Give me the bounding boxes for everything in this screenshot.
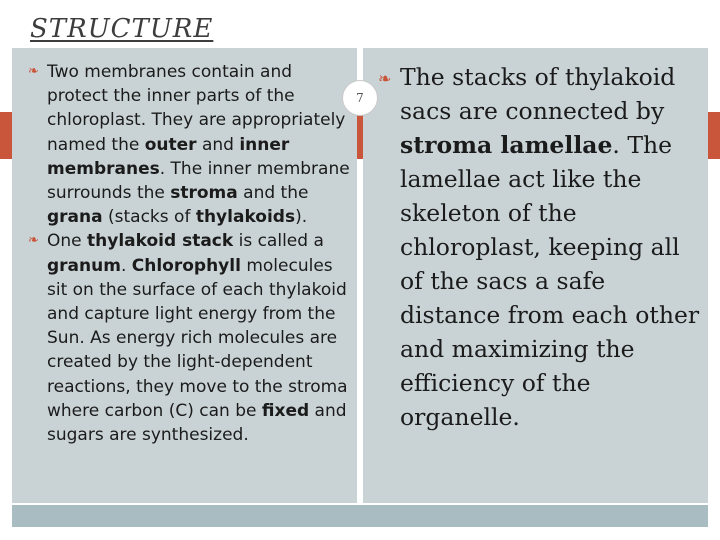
bold-term: outer (144, 134, 197, 155)
bold-term: grana (47, 207, 103, 228)
text-run: molecules sit on the surface of each thylakoid and capture light energy from the Sun. As energy rich molecules are created by the light-dependent reactions, they move to the stroma where carbon (C) can be (47, 255, 348, 421)
text-run: (stacks of (102, 207, 196, 228)
bold-term: stroma (170, 183, 238, 204)
leaf-bullet-icon: ❧ (28, 233, 39, 249)
bold-term: stroma lamellae (400, 131, 613, 159)
left-column-text (28, 60, 358, 447)
text-run: ). (295, 207, 308, 228)
bold-term: thylakoids (195, 207, 296, 228)
text-run: One (47, 231, 88, 252)
bullet-item (378, 60, 708, 434)
bold-term: fixed (261, 400, 310, 421)
right-column-text (378, 60, 708, 434)
bullet-item (28, 60, 358, 229)
bold-term: granum (47, 255, 121, 276)
text-run: and sugars are synthesized. (47, 400, 347, 446)
bullet-item (28, 229, 358, 447)
bold-term: Chlorophyll (131, 255, 241, 276)
leaf-bullet-icon: ❧ (378, 69, 392, 88)
bold-term: thylakoid stack (87, 231, 234, 252)
text-run: The stacks of thylakoid sacs are connected by (400, 63, 676, 125)
text-run: is called a (233, 231, 324, 252)
text-run: and the (237, 183, 309, 204)
text-run: . (120, 255, 132, 276)
page-number: 7 (342, 80, 378, 116)
text-run: Two membranes contain and protect the inner parts of the chloroplast. They are appropriately named the (47, 62, 346, 155)
bold-term: inner membranes (47, 134, 290, 179)
footer-bar (12, 505, 708, 527)
text-run: . The inner membrane surrounds the (47, 158, 350, 204)
leaf-bullet-icon: ❧ (28, 64, 39, 79)
text-run: and (196, 134, 240, 155)
slide-title: STRUCTURE (30, 14, 214, 44)
text-run: . The lamellae act like the skeleton of the chloroplast, keeping all of the sacs a safe distance from each other and maximizing the efficiency of the organelle. (400, 131, 700, 431)
